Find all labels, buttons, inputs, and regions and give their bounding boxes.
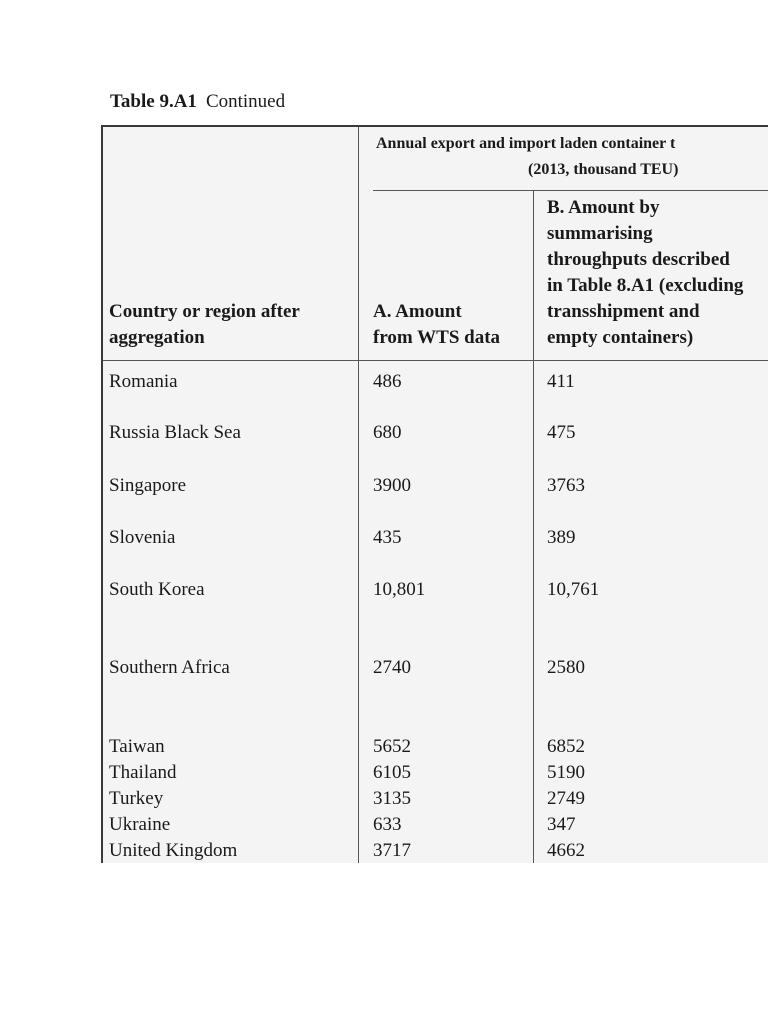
- column-header-b-line4: in Table 8.A1 (excluding: [547, 275, 744, 296]
- column-header-a-line1: A. Amount: [373, 301, 462, 322]
- header-bottom-rule: [103, 360, 768, 361]
- cell-b: 5190: [547, 762, 585, 783]
- cell-b: 347: [547, 814, 576, 835]
- cell-a: 3717: [373, 840, 411, 861]
- cell-a: 486: [373, 371, 402, 392]
- cell-a: 435: [373, 527, 402, 548]
- group-header: [376, 131, 768, 183]
- column-header-b: [547, 195, 743, 351]
- table-caption-label: Table 9.A1: [110, 91, 197, 112]
- cell-b: 389: [547, 527, 576, 548]
- table-caption: [110, 90, 285, 114]
- cell-a: 3135: [373, 788, 411, 809]
- cell-b: 3763: [547, 475, 585, 496]
- column-divider-1: [358, 127, 359, 863]
- column-header-a-line2: from WTS data: [373, 327, 501, 348]
- cell-country: Russia Black Sea: [109, 422, 241, 443]
- cell-country: Singapore: [109, 475, 187, 496]
- column-header-b-line3: throughputs described: [547, 249, 730, 270]
- column-header-country-line1: Country or region after: [109, 301, 300, 322]
- column-header-b-line5: transshipment and: [547, 301, 700, 322]
- table-caption-text: Continued: [205, 91, 286, 112]
- cell-a: 3900: [373, 475, 411, 496]
- cell-country: Romania: [109, 371, 178, 392]
- cell-country: Southern Africa: [109, 657, 230, 678]
- cell-country: Turkey: [109, 788, 164, 809]
- data-table: [101, 125, 768, 863]
- cell-b: 10,761: [547, 579, 600, 600]
- group-header-rule: [373, 190, 768, 191]
- cell-b: 2749: [547, 788, 585, 809]
- cell-a: 10,801: [373, 579, 426, 600]
- column-divider-2: [533, 191, 534, 863]
- cell-country: Thailand: [109, 762, 177, 783]
- column-header-b-line2: summarising: [547, 223, 653, 244]
- cell-country: Taiwan: [109, 736, 165, 757]
- cell-a: 2740: [373, 657, 411, 678]
- cell-country: Slovenia: [109, 527, 176, 548]
- cell-country: Ukraine: [109, 814, 171, 835]
- cell-a: 633: [373, 814, 402, 835]
- cell-b: 4662: [547, 840, 585, 861]
- cell-country: South Korea: [109, 579, 205, 600]
- cell-b: 411: [547, 371, 575, 392]
- group-header-line1: Annual export and import laden container t: [376, 135, 676, 152]
- column-header-b-line1: B. Amount by: [547, 197, 660, 218]
- cell-b: 2580: [547, 657, 585, 678]
- column-header-b-line6: empty containers): [547, 327, 694, 348]
- cell-a: 6105: [373, 762, 411, 783]
- cell-b: 6852: [547, 736, 585, 757]
- cell-a: 680: [373, 422, 402, 443]
- cell-country: United Kingdom: [109, 840, 238, 861]
- cell-b: 475: [547, 422, 576, 443]
- cell-a: 5652: [373, 736, 411, 757]
- group-header-line2: (2013, thousand TEU): [528, 161, 679, 178]
- column-header-country: [109, 299, 300, 351]
- column-header-a: [373, 299, 500, 351]
- column-header-country-line2: aggregation: [109, 327, 205, 348]
